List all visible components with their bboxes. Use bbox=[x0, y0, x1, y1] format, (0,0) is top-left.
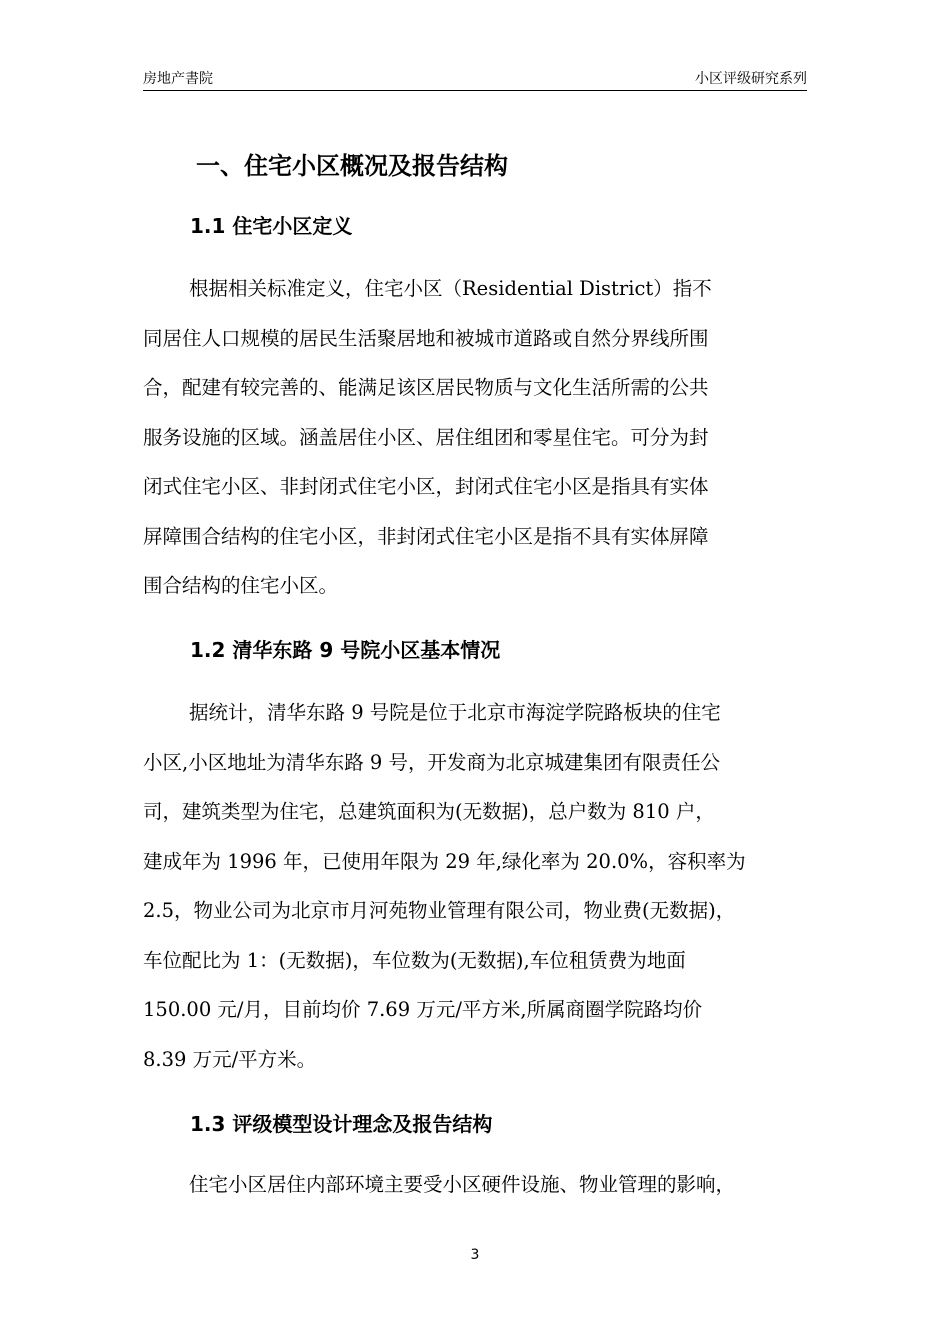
header-publisher: 房地产書院 bbox=[143, 71, 213, 87]
paragraph-line: 2.5，物业公司为北京市月河苑物业管理有限公司，物业费(无数据)， bbox=[143, 899, 736, 922]
section-heading-1-1: 1.1 住宅小区定义 bbox=[190, 214, 353, 238]
paragraph-line: 合，配建有较完善的、能满足该区居民物质与文化生活所需的公共 bbox=[143, 376, 709, 399]
paragraph-line: 小区,小区地址为清华东路 9 号，开发商为北京城建集团有限责任公 bbox=[143, 750, 721, 774]
paragraph-line: 围合结构的住宅小区。 bbox=[143, 574, 339, 597]
section-heading-1-3: 1.3 评级模型设计理念及报告结构 bbox=[190, 1112, 493, 1136]
section-heading-1-2: 1.2 清华东路 9 号院小区基本情况 bbox=[190, 638, 501, 662]
paragraph-line: 8.39 万元/平方米。 bbox=[143, 1047, 317, 1071]
paragraph-line: 司，建筑类型为住宅，总建筑面积为(无数据)，总户数为 810 户， bbox=[143, 800, 715, 823]
paragraph-line: 住宅小区居住内部环境主要受小区硬件设施、物业管理的影响， bbox=[189, 1173, 736, 1196]
paragraph-community-overview bbox=[143, 688, 807, 1084]
chapter-title: 一、住宅小区概况及报告结构 bbox=[196, 152, 508, 180]
paragraph-line: 据统计，清华东路 9 号院是位于北京市海淀学院路板块的住宅 bbox=[189, 701, 721, 724]
paragraph-line: 屏障围合结构的住宅小区，非封闭式住宅小区是指不具有实体屏障 bbox=[143, 524, 709, 548]
page-number: 3 bbox=[470, 1247, 480, 1263]
paragraph-line: 建成年为 1996 年，已使用年限为 29 年,绿化率为 20.0%，容积率为 bbox=[143, 849, 746, 873]
paragraph-line: 闭式住宅小区、非封闭式住宅小区，封闭式住宅小区是指具有实体 bbox=[143, 475, 709, 498]
paragraph-line: 服务设施的区域。涵盖居住小区、居住组团和零星住宅。可分为封 bbox=[143, 425, 709, 449]
paragraph-line: 根据相关标准定义，住宅小区（Residential District）指不 bbox=[189, 277, 712, 300]
paragraph-line: 车位配比为 1：(无数据)，车位数为(无数据),车位租赁费为地面 bbox=[143, 948, 686, 972]
paragraph-line: 150.00 元/月，目前均价 7.69 万元/平方米,所属商圈学院路均价 bbox=[143, 998, 703, 1021]
paragraph-rating-model bbox=[143, 1160, 807, 1210]
header-series-title: 小区评级研究系列 bbox=[695, 71, 807, 87]
page-header bbox=[143, 66, 807, 91]
paragraph-line: 同居住人口规模的居民生活聚居地和被城市道路或自然分界线所围 bbox=[143, 326, 709, 350]
paragraph-residential-definition bbox=[143, 264, 807, 611]
